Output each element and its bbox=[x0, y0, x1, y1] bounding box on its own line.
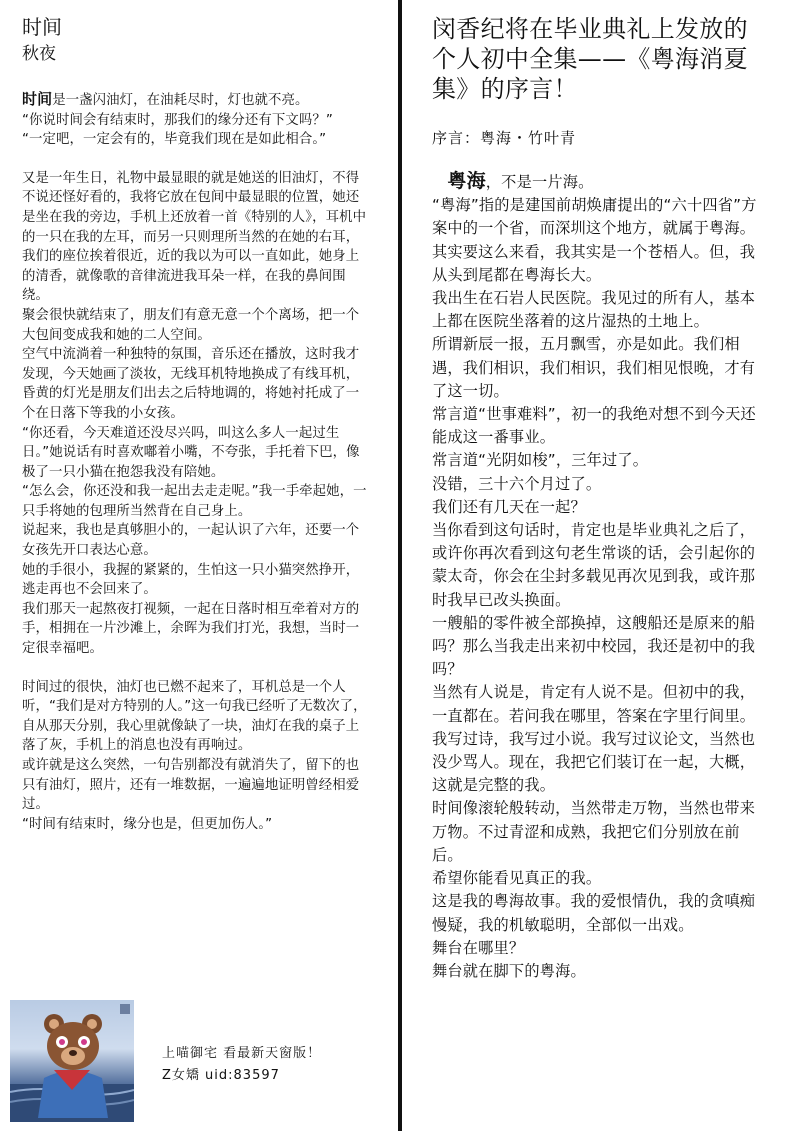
paragraph: 没错，三十六个月过了。 bbox=[432, 474, 602, 493]
paragraph: 时间过的很快，油灯也已燃不起来了，耳机总是一个人听，“我们是对方特别的人。”这一句我已经听了无数次了，自从那天分别，我心里就像缺了一块，油灯在我的桌子上落了灰，手机上的消息也没有再响过。 bbox=[22, 679, 367, 754]
right-article-subtitle: 序言：粤海・竹叶青 bbox=[432, 129, 577, 147]
paragraph: 希望你能看见真正的我。 bbox=[432, 869, 602, 888]
left-article-title: 时间 bbox=[22, 15, 62, 39]
paragraph: “粤海”指的是建国前胡焕庸提出的“六十四省”方案中的一个省，而深圳这个地方，就属于粤海。其实要这么来看，我其实是一个苍梧人。但，我从头到尾都在粤海长大。 bbox=[432, 196, 757, 284]
right-lead-rest: ，不是一片海。 bbox=[485, 173, 594, 191]
paragraph: 舞台就在脚下的粤海。 bbox=[432, 961, 586, 980]
paragraph: “你还看，今天难道还没尽兴吗，叫这么多人一起过生日。”她说话有时喜欢嘟着小嘴，不夸张，手托着下巴，像极了一只小猫在抱怨我没有陪她。 bbox=[22, 425, 360, 480]
right-article bbox=[432, 14, 768, 983]
paragraph: 或许就是这么突然，一句告别都没有就消失了，留下的也只有油灯，照片，还有一堆数据，一遍遍地证明曾经相爱过。 bbox=[22, 758, 360, 813]
paragraph: “时间有结束时，缘分也是，但更加伤人。” bbox=[22, 816, 273, 832]
paragraph: 空气中流淌着一种独特的氛围，音乐还在播放，这时我才发现，今天她画了淡妆，无线耳机特地换成了有线耳机，昏黄的灯光是朋友们出去之后特地调的，将她衬托成了一个在日落下等我的小女孩。 bbox=[22, 347, 360, 421]
promo-block bbox=[10, 998, 390, 1124]
promo-text: 上喵御宅 看最新天窗版！ bbox=[162, 1046, 322, 1061]
paragraph-gap bbox=[22, 659, 370, 678]
right-article-body bbox=[432, 170, 768, 983]
right-article-title: 闵香纪将在毕业典礼上发放的个人初中全集——《粤海消夏集》的序言！ bbox=[432, 15, 748, 103]
paragraph-gap bbox=[22, 150, 370, 169]
left-lead-word: 时间 bbox=[22, 90, 53, 108]
paragraph: 我写过诗，我写过小说。我写过议论文，当然也没少骂人。现在，我把它们装订在一起，大概，这就是完整的我。 bbox=[432, 729, 756, 795]
paragraph: 常言道“世事难料”，初一的我绝对想不到今天还能成这一番事业。 bbox=[432, 405, 756, 447]
paragraph: “怎么会，你还没和我一起出去走走呢。”我一手牵起她，一只手将她的包理所当然背在自己身上。 bbox=[22, 484, 367, 519]
paragraph: 聚会很快就结束了，朋友们有意无意一个个离场，把一个大包间变成我和她的二人空间。 bbox=[22, 307, 360, 343]
paragraph: 当你看到这句话时，肯定也是毕业典礼之后了，或许你再次看到这句老生常谈的话，会引起你的蒙太奇，你会在尘封多载见再次见到我，或许那时我早已改头换面。 bbox=[432, 521, 756, 609]
paragraph: 一艘船的零件被全部换掉，这艘船还是原来的船吗？那么当我走出来初中校园，我还是初中的我吗？ bbox=[432, 613, 756, 679]
paragraph: 她的手很小，我握的紧紧的，生怕这一只小猫突然挣开，逃走再也不会回来了。 bbox=[22, 562, 360, 598]
left-lead-paragraph bbox=[22, 90, 370, 111]
paragraph: 所谓新辰一报，五月飘雪，亦是如此。我们相遇，我们相识，我们相识，我们相见恨晚，才有了这一切。 bbox=[432, 335, 756, 400]
paragraph: 当然有人说是，肯定有人说不是。但初中的我，一直都在。若问我在哪里，答案在字里行间里。 bbox=[432, 683, 756, 725]
right-lead-word: 粤海 bbox=[447, 170, 486, 192]
paragraph: 常言道“光阴如梭”，三年过了。 bbox=[432, 451, 649, 470]
column-divider bbox=[398, 0, 402, 1131]
bear-mascot-icon bbox=[10, 1000, 134, 1122]
left-article-body bbox=[22, 90, 370, 834]
paragraph: 说起来，我也是真够胆小的，一起认识了六年，还要一个女孩先开口表达心意。 bbox=[22, 523, 360, 559]
paragraph: 这是我的粤海故事。我的爱恨情仇，我的贪嗔痴慢疑，我的机敏聪明，全部似一出戏。 bbox=[432, 892, 756, 934]
left-article bbox=[22, 14, 370, 834]
promo-uid: Z女矯 uid:83597 bbox=[162, 1068, 280, 1083]
paragraph: 我们那天一起熬夜打视频，一起在日落时相互牵着对方的手，相拥在一片沙滩上，余晖为我们打光，我想，当时一定很幸福吧。 bbox=[22, 601, 360, 657]
bear-mascot-image bbox=[10, 1000, 134, 1122]
paragraph: “一定吧，一定会有的，毕竟我们现在是如此相合。” bbox=[22, 132, 327, 148]
paragraph: 我出生在石岩人民医院。我见过的所有人，基本上都在医院坐落着的这片湿热的土地上。 bbox=[432, 289, 756, 331]
paragraph: 我们还有几天在一起？ bbox=[432, 497, 586, 516]
right-lead-paragraph bbox=[432, 170, 768, 194]
left-article-author: 秋夜 bbox=[22, 44, 56, 64]
left-lead-rest: 是一盏闪油灯，在油耗尽时，灯也就不亮。 bbox=[52, 93, 309, 108]
paragraph: 又是一年生日，礼物中最显眼的就是她送的旧油灯，不得不说还怪好看的，我将它放在包间中最显眼的位置，她还是坐在我的旁边，手机上还放着一首《特别的人》，耳机中的一只在我的左耳，而另一只则理所当然的在她的右耳，我们的座位挨着很近，近的我以为可以一直如此，她身上的清香，就像歌的音律流进我耳朵一样，在我的鼻间围绕。 bbox=[22, 170, 367, 304]
paragraph: “你说时间会有结束时，那我们的缘分还有下文吗？” bbox=[22, 112, 333, 128]
paragraph: 舞台在哪里？ bbox=[432, 938, 525, 957]
paragraph: 时间像滚轮般转动，当然带走万物，当然也带来万物。不过青涩和成熟，我把它们分别放在前后。 bbox=[432, 799, 756, 864]
